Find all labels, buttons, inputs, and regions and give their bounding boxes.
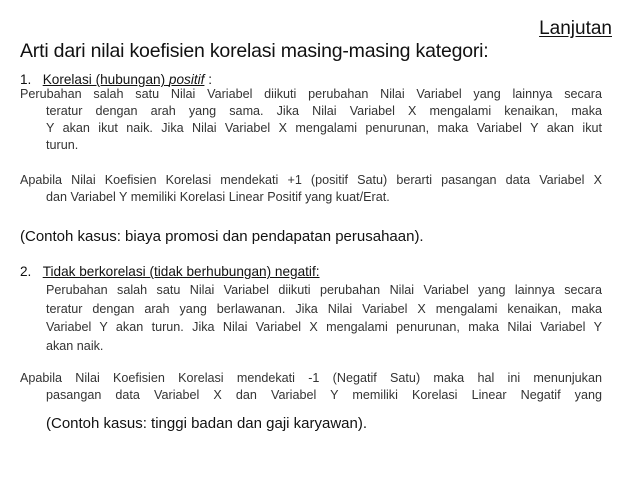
paragraph-line: Apabila Nilai Koefisien Korelasi mendekati -1 (Negatif Satu) maka hal ini menunjukan xyxy=(20,371,602,385)
section-1-heading-italic: positif xyxy=(168,72,205,87)
corner-label: Lanjutan xyxy=(539,18,612,39)
paragraph-line: Apabila Nilai Koefisien Korelasi mendekati +1 (positif Satu) berarti pasangan data Variabel X xyxy=(20,173,602,187)
section-2-number: 2. xyxy=(20,264,32,279)
paragraph-line: akan naik. xyxy=(46,338,104,353)
section-2-paragraph-2 xyxy=(20,370,602,404)
section-2-heading-text: Tidak berkorelasi (tidak berhubungan) negatif: xyxy=(42,264,320,279)
paragraph-line: teratur dengan arah yang sama. Jika Nilai Variabel X mengalami kenaikan, maka xyxy=(46,104,602,118)
paragraph-line: pasangan data Variabel X dan Variabel Y memiliki Korelasi Linear Negatif yang xyxy=(46,388,602,402)
section-2-heading xyxy=(20,264,320,279)
paragraph-line: turun. xyxy=(46,138,79,152)
section-1-paragraph-2 xyxy=(20,172,602,206)
section-1-paragraph-1 xyxy=(20,86,602,154)
slide-title: Arti dari nilai koefisien korelasi masing-masing kategori: xyxy=(20,40,489,62)
section-1-example: (Contoh kasus: biaya promosi dan pendapatan perusahaan). xyxy=(20,228,424,245)
paragraph-line: Variabel Y akan turun. Jika Nilai Variabel X mengalami penurunan, maka Nilai Variabel Y xyxy=(46,320,602,334)
section-1-heading-main: Korelasi (hubungan) xyxy=(42,72,166,87)
paragraph-line: teratur dengan arah yang berlawanan. Jika Nilai Variabel X mengalami kenaikan, maka xyxy=(46,301,602,316)
section-2-example: (Contoh kasus: tinggi badan dan gaji karyawan). xyxy=(46,415,368,432)
section-1-heading xyxy=(20,72,212,87)
section-2-paragraph-1 xyxy=(46,281,602,355)
paragraph-line: Perubahan salah satu Nilai Variabel diikuti perubahan Nilai Variabel yang lainnya secara xyxy=(46,283,602,297)
paragraph-line: Y akan ikut naik. Jika Nilai Variabel X mengalami penurunan, maka Variabel Y akan ikut xyxy=(46,121,602,135)
section-1-heading-suffix: : xyxy=(204,72,212,87)
paragraph-line: Perubahan salah satu Nilai Variabel diikuti perubahan Nilai Variabel yang lainnya secara xyxy=(20,87,602,101)
paragraph-line: dan Variabel Y memiliki Korelasi Linear Positif yang kuat/Erat. xyxy=(46,190,390,204)
section-1-number: 1. xyxy=(20,72,32,87)
